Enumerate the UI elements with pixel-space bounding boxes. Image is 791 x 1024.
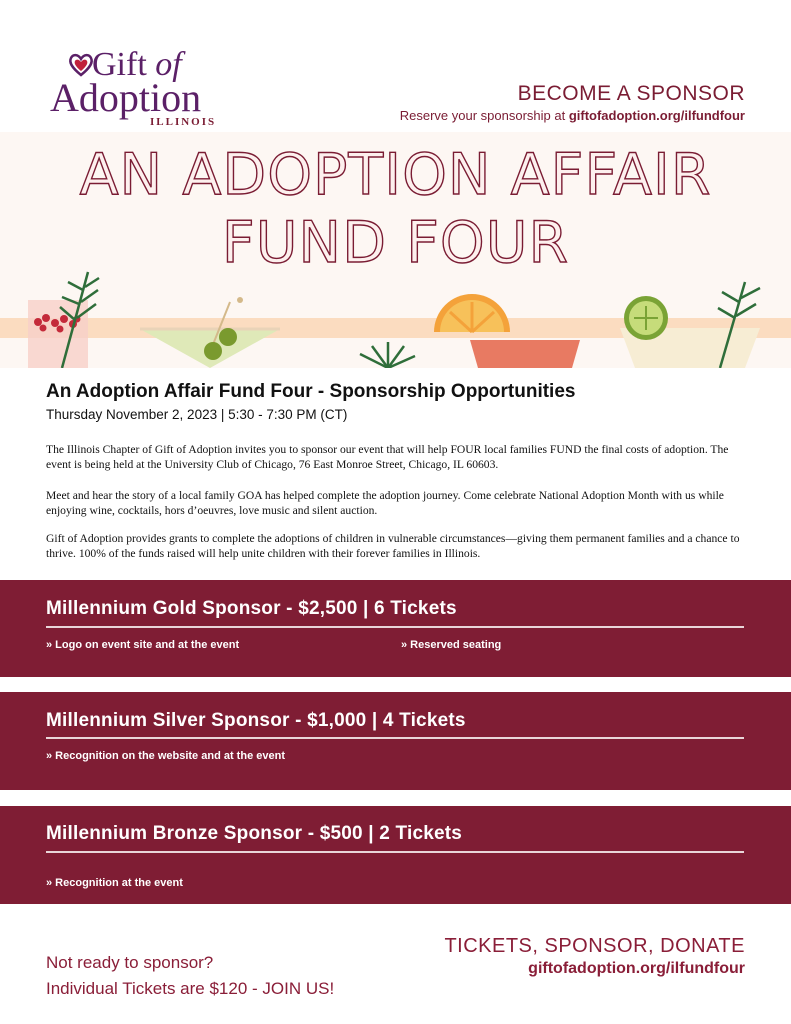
gold-benefit-seating: » Reserved seating	[401, 639, 502, 651]
intro-paragraph: The Illinois Chapter of Gift of Adoption invites you to sponsor our event that will help FOUR local families FUND the final costs of adoption. The event is being held at the University Club of Chicago, 76 East Monroe Street, Chicago, IL 60603.	[46, 443, 729, 471]
reserve-url-link[interactable]: giftofadoption.org/ilfundfour	[568, 108, 745, 123]
hero-banner	[0, 132, 791, 368]
event-description-paragraph: Meet and hear the story of a local family GOA has helped complete the adoption journey. Come celebrate National Adoption Month with us while enjoying wine, cocktails, hors d’oeuvres, love music and silent auction.	[46, 489, 724, 517]
logo-adoption: Adoption	[50, 75, 202, 120]
reserve-sponsorship-line: Reserve your sponsorship at giftofadoption.org/ilfundfour	[399, 108, 745, 123]
bronze-benefit-recognition: » Recognition at the event	[46, 877, 183, 889]
gold-benefit-logo: » Logo on event site and at the event	[46, 639, 240, 651]
mission-paragraph: Gift of Adoption provides grants to complete the adoptions of children in vulnerable circumstances—giving them permanent families and a chance to thrive. 100% of the funds raised will help unite children with their forever families in Illinois.	[46, 532, 740, 560]
section-title: An Adoption Affair Fund Four - Sponsorship Opportunities	[46, 381, 576, 402]
individual-tickets-note: Not ready to sponsor? Individual Tickets are $120 - JOIN US!	[46, 953, 335, 998]
silver-sponsor-band	[0, 692, 791, 790]
cta-url-link[interactable]: giftofadoption.org/ilfundfour	[528, 960, 745, 977]
silver-benefit-recognition: » Recognition on the website and at the event	[46, 750, 285, 762]
silver-sponsor-title: Millennium Silver Sponsor - $1,000 | 4 Tickets	[46, 710, 466, 731]
logo-illinois: ILLINOIS	[150, 116, 217, 128]
logo-gift-of: Gift of	[92, 46, 182, 83]
hero-title-line1: AN ADOPTION AFFAIR	[79, 142, 712, 208]
divider	[46, 626, 744, 628]
gift-of-adoption-logo	[46, 44, 221, 126]
bronze-sponsor-title: Millennium Bronze Sponsor - $500 | 2 Tickets	[46, 823, 463, 844]
divider	[46, 737, 744, 739]
gold-sponsor-title: Millennium Gold Sponsor - $2,500 | 6 Tickets	[46, 598, 457, 619]
become-a-sponsor-heading: BECOME A SPONSOR	[517, 82, 745, 105]
hero-title-line2: FUND FOUR	[221, 210, 570, 276]
divider	[46, 851, 744, 853]
cta-heading: TICKETS, SPONSOR, DONATE	[444, 935, 745, 957]
bronze-sponsor-band	[0, 806, 791, 904]
call-to-action	[444, 935, 745, 978]
gold-sponsor-band	[0, 580, 791, 677]
event-date: Thursday November 2, 2023 | 5:30 - 7:30 PM (CT)	[46, 407, 348, 422]
